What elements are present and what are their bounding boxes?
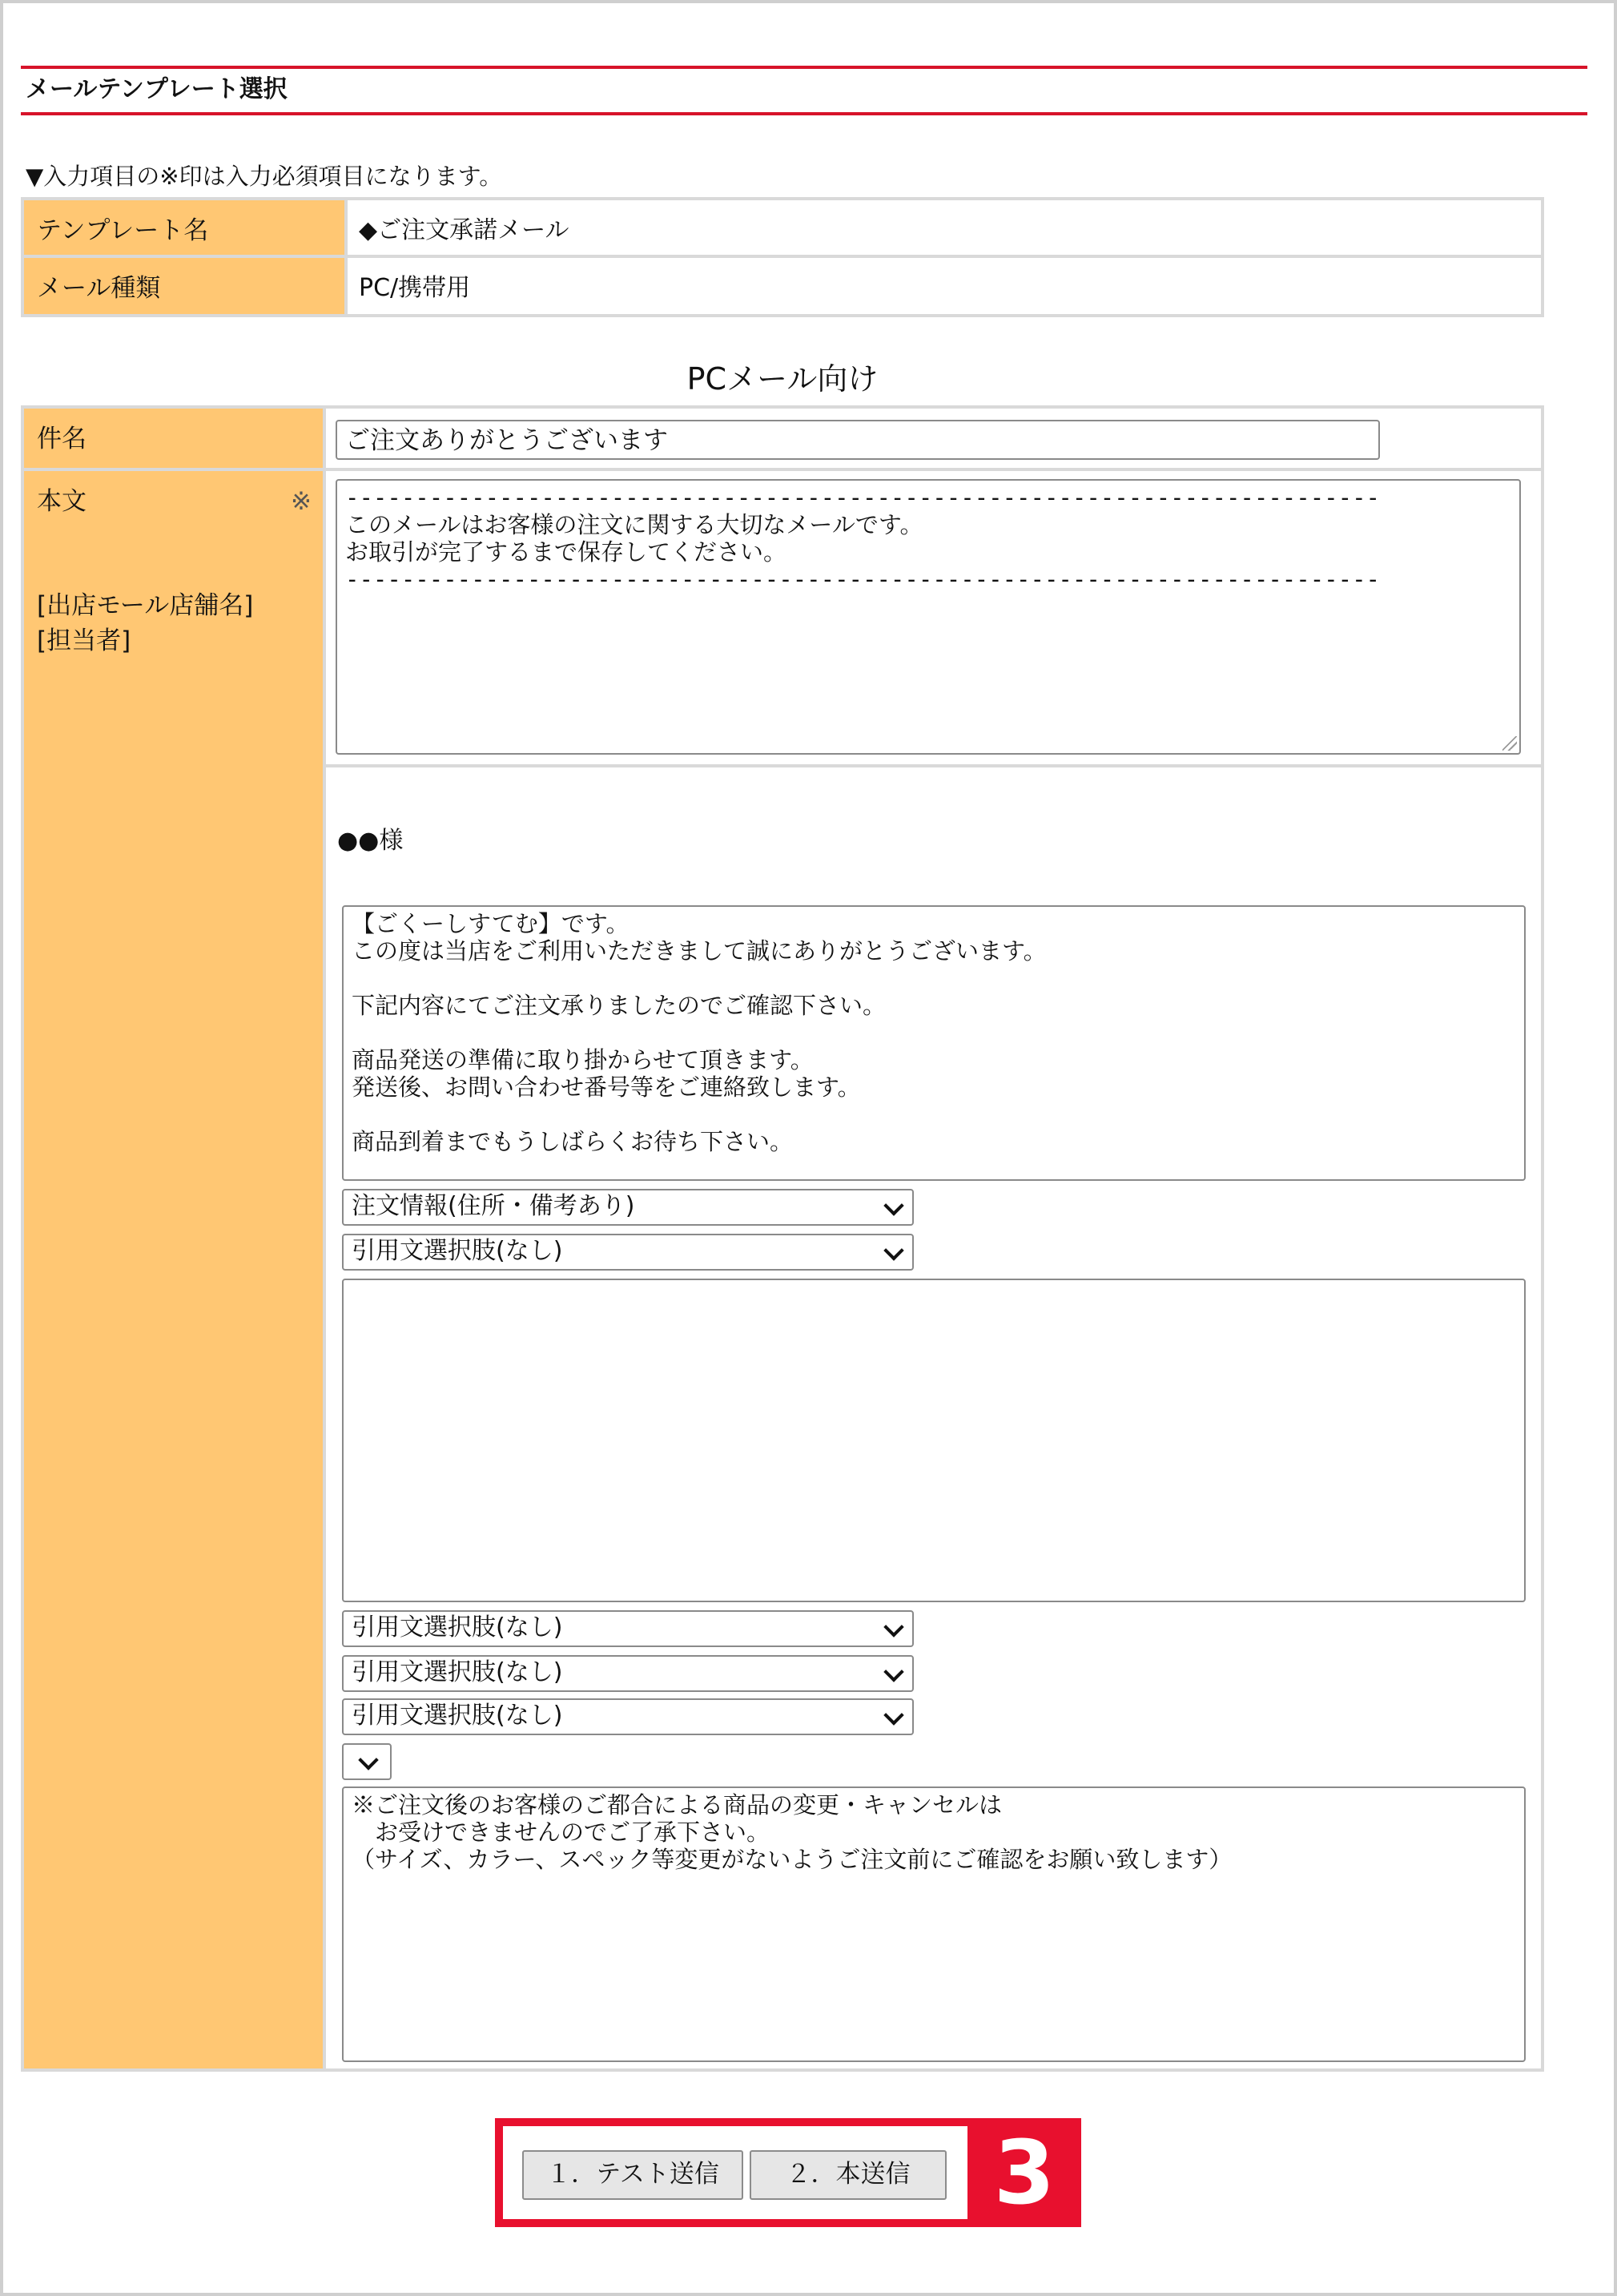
step-badge-number: 3 <box>993 2121 1056 2224</box>
chevron-down-icon <box>883 1240 903 1260</box>
empty-select[interactable] <box>342 1743 392 1780</box>
quote-select-1-value: 引用文選択肢(なし) <box>352 1237 563 1265</box>
resize-grip-icon[interactable] <box>1502 736 1517 751</box>
mail-type-value: PC/携帯用 <box>348 258 1541 314</box>
quote-select-4-value: 引用文選択肢(なし) <box>352 1702 563 1730</box>
tag-person[interactable]: [担当者] <box>37 626 131 655</box>
chevron-down-icon <box>358 1750 378 1770</box>
send-buttons-highlight <box>495 2118 1081 2227</box>
chevron-down-icon <box>883 1617 903 1637</box>
mail-form-table <box>21 405 1544 2072</box>
body-label: 本文 <box>37 487 86 516</box>
section-title: メールテンプレート選択 <box>26 75 288 103</box>
template-name-value: ◆ご注文承諾メール <box>348 200 1541 255</box>
order-info-select-value: 注文情報(住所・備考あり) <box>352 1192 635 1220</box>
tag-store-name[interactable]: [出店モール店舗名] <box>37 591 254 620</box>
quote-select-2[interactable] <box>342 1610 914 1647</box>
chevron-down-icon <box>883 1705 903 1725</box>
body-header-cell <box>326 471 1541 764</box>
step-badge <box>967 2118 1081 2227</box>
customer-name: ●●様 <box>337 827 404 855</box>
header-rule-bottom <box>21 112 1587 115</box>
template-name-label: テンプレート名 <box>24 200 344 255</box>
chevron-down-icon <box>883 1195 903 1215</box>
quote-select-4[interactable] <box>342 1698 914 1735</box>
subject-cell <box>326 409 1541 468</box>
footer-textarea[interactable]: ※ご注文後のお客様のご都合による商品の変更・キャンセルは お受けできませんのでご了承下さい。 （サイズ、カラー、スペック等変更がないようご注文前にご確認をお願い致します） <box>342 1786 1526 2062</box>
info-table <box>21 197 1544 317</box>
send-button[interactable]: ２．本送信 <box>750 2150 947 2200</box>
order-info-select[interactable] <box>342 1189 914 1226</box>
subject-input[interactable]: ご注文ありがとうございます <box>336 420 1380 460</box>
test-send-button[interactable]: １．テスト送信 <box>522 2150 743 2200</box>
quote-select-3[interactable] <box>342 1655 914 1692</box>
pc-mail-heading: PCメール向け <box>686 361 879 397</box>
intro-textarea[interactable]: 【ごくーしすてむ】です。 この度は当店をご利用いただきまして誠にありがとうございます。 下記内容にてご注文承りましたのでご確認下さい。 商品発送の準備に取り掛からせて頂きます。 発送後、お問い合わせ番号等をご連絡致します。 商品到着までもうしばらくお待ち下さい。 <box>342 905 1526 1181</box>
required-note: ▼入力項目の※印は入力必須項目になります。 <box>26 163 503 190</box>
quote-select-3-value: 引用文選択肢(なし) <box>352 1658 563 1686</box>
required-mark: ※ <box>291 487 312 516</box>
free-textarea[interactable] <box>342 1279 1526 1602</box>
chevron-down-icon <box>883 1662 903 1682</box>
quote-select-1[interactable] <box>342 1234 914 1271</box>
header-rule-top <box>21 66 1587 69</box>
body-compose-cell <box>326 767 1541 2068</box>
body-header-textarea[interactable]: -------------------------------------------------------------------------- このメールはお客様の注文に関する大切なメールです。 お取引が完了するまで保存してください。 -------------------------------------------------------------------------- <box>336 479 1521 755</box>
mail-type-label: メール種類 <box>24 258 344 314</box>
quote-select-2-value: 引用文選択肢(なし) <box>352 1613 563 1641</box>
subject-label: 件名 <box>24 409 323 468</box>
body-label-cell <box>24 471 323 2068</box>
